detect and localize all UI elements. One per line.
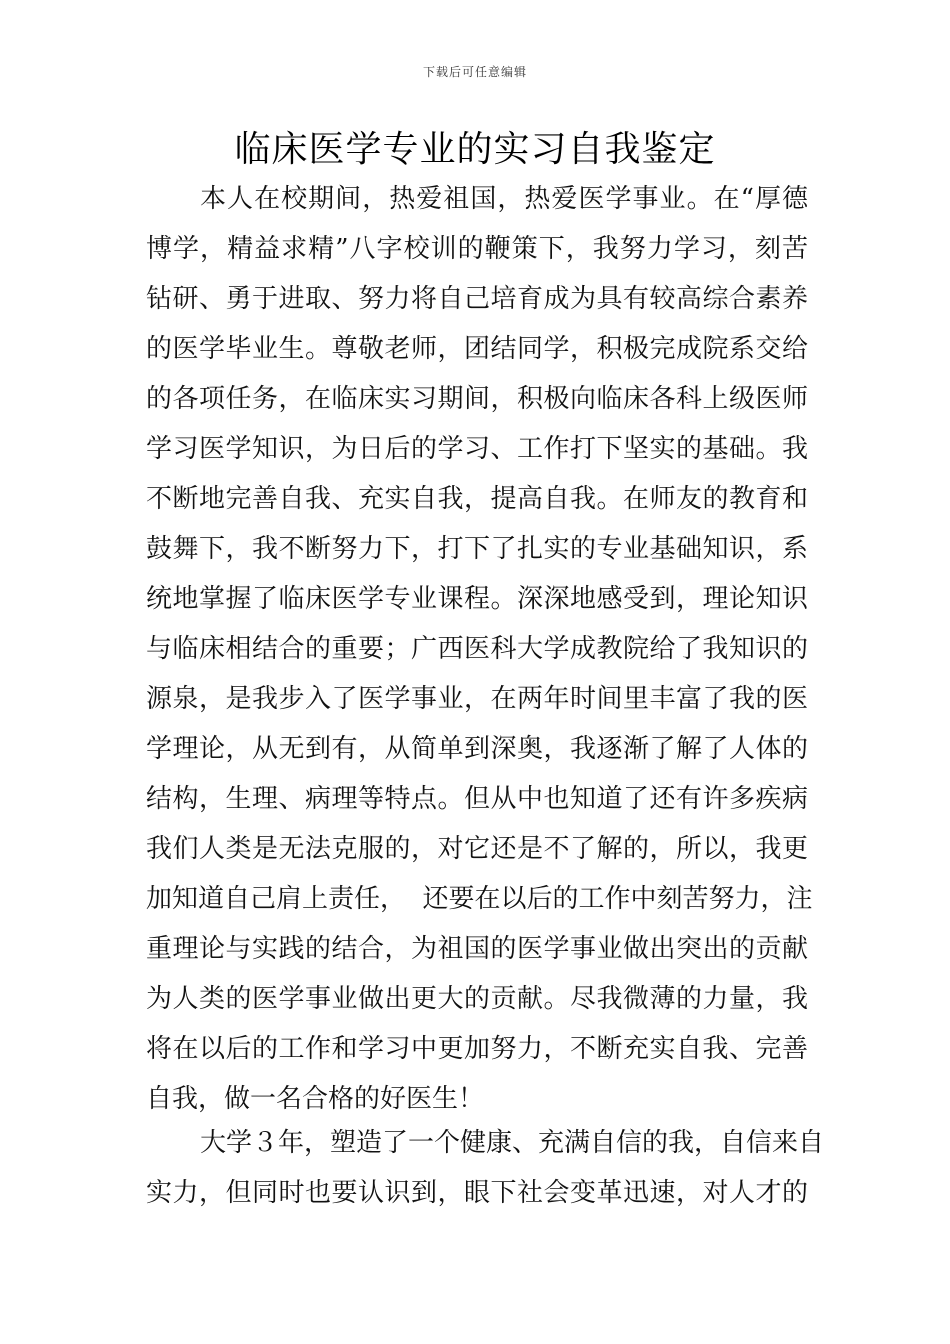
paragraph-line: 自我，做一名合格的好医生！ <box>146 1084 485 1114</box>
paragraph-line: 钻研、勇于进取、努力将自己培育成为具有较高综合素养 <box>146 284 808 314</box>
paragraph-line: 博学，精益求精”八字校训的鞭策下，我努力学习，刻苦 <box>146 234 808 264</box>
paragraph-line: 本人在校期间，热爱祖国，热爱医学事业。在“厚德 <box>200 184 808 214</box>
paragraph-line: 不断地完善自我、充实自我，提高自我。在师友的教育和 <box>146 484 808 514</box>
header-note: 下载后可任意编辑 <box>422 65 527 79</box>
paragraph-line: 统地掌握了临床医学专业课程。深深地感受到，理论知识 <box>146 584 808 614</box>
paragraph-2 <box>146 1118 825 1218</box>
paragraph-line: 为人类的医学事业做出更大的贡献。尽我微薄的力量，我 <box>146 984 808 1014</box>
paragraph-line: 我们人类是无法克服的，对它还是不了解的，所以，我更 <box>146 834 808 864</box>
paragraph-line: 与临床相结合的重要；广西医科大学成教院给了我知识的 <box>146 634 808 664</box>
paragraph-line: 学理论，从无到有，从简单到深奥，我逐渐了解了人体的 <box>146 734 808 764</box>
paragraph-1 <box>146 174 813 1124</box>
paragraph-line: 的医学毕业生。尊敬老师，团结同学，积极完成院系交给 <box>146 334 808 364</box>
paragraph-line: 大学３年，塑造了一个健康、充满自信的我，自信来自 <box>200 1128 825 1158</box>
page-title: 临床医学专业的实习自我鉴定 <box>234 129 716 170</box>
paragraph-line: 将在以后的工作和学习中更加努力，不断充实自我、完善 <box>146 1034 808 1064</box>
paragraph-line: 实力，但同时也要认识到，眼下社会变革迅速，对人才的 <box>146 1178 808 1208</box>
paragraph-line: 加知道自己肩上责任， 还要在以后的工作中刻苦努力，注 <box>146 884 813 914</box>
paragraph-line: 学习医学知识，为日后的学习、工作打下坚实的基础。我 <box>146 434 808 464</box>
paragraph-line: 鼓舞下，我不断努力下，打下了扎实的专业基础知识，系 <box>146 534 808 564</box>
paragraph-line: 结构，生理、病理等特点。但从中也知道了还有许多疾病 <box>146 784 808 814</box>
paragraph-line: 的各项任务，在临床实习期间，积极向临床各科上级医师 <box>146 384 808 414</box>
paragraph-line: 源泉，是我步入了医学事业，在两年时间里丰富了我的医 <box>146 684 808 714</box>
paragraph-line: 重理论与实践的结合，为祖国的医学事业做出突出的贡献 <box>146 934 808 964</box>
